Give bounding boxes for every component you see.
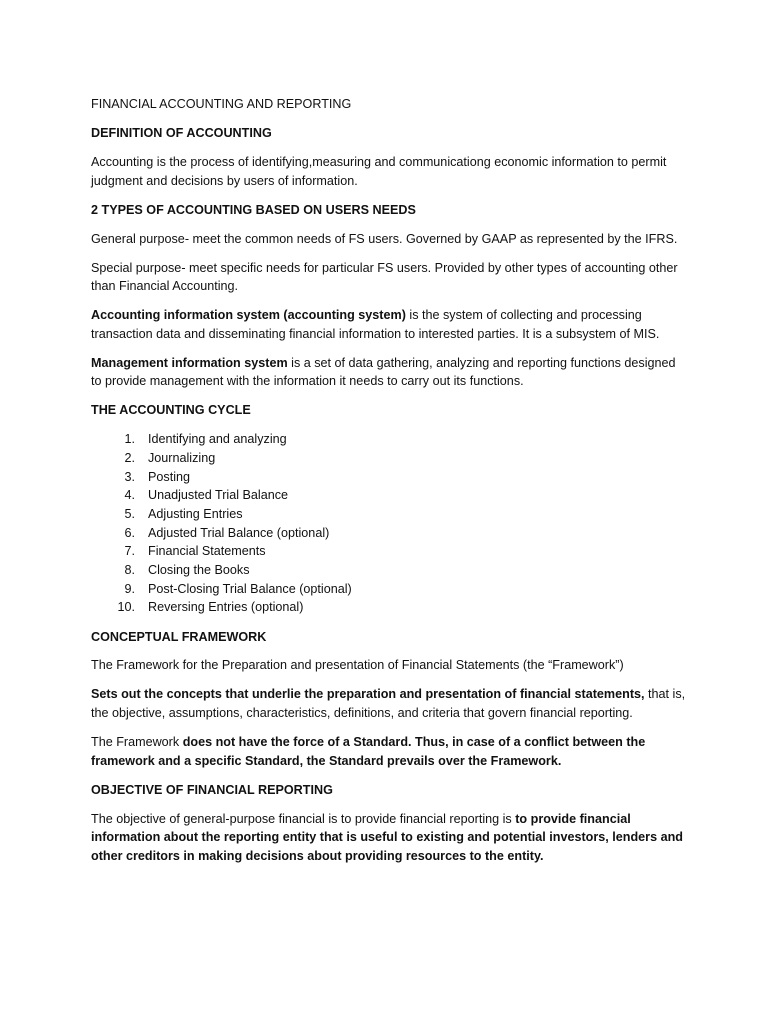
definition-text: Accounting is the process of identifying,measuring and communicationg economic information to permit judgment and decisions by users of information.: [91, 154, 667, 188]
list-item-number: 7.: [124, 544, 135, 559]
mis-paragraph: [91, 354, 688, 391]
list-item-text: Post-Closing Trial Balance (optional): [148, 581, 352, 596]
list-item: [91, 561, 688, 580]
list-item: [91, 449, 688, 468]
objective-heading: OBJECTIVE OF FINANCIAL REPORTING: [91, 782, 333, 797]
framework-force-pre: The Framework: [91, 735, 183, 750]
list-item-number: 8.: [124, 563, 135, 578]
framework-force-bold: does not have the force of a Standard. Thus, in case of a conflict between the framework and a specific Standard, the Standard prevails over the Framework.: [91, 735, 646, 768]
framework-sets-out-rest: that is, the objective, assumptions, characteristics, definitions, and criteria that govern financial reporting.: [91, 687, 686, 721]
ais-paragraph: [91, 306, 688, 343]
list-item: [91, 524, 688, 543]
objective-paragraph: [91, 810, 688, 866]
list-item: [91, 598, 688, 617]
list-item-text: Reversing Entries (optional): [148, 600, 304, 615]
list-item-text: Financial Statements: [148, 544, 266, 559]
list-item-text: Closing the Books: [148, 563, 250, 578]
framework-sets-out: [91, 685, 688, 722]
list-item-number: 9.: [124, 581, 135, 596]
special-purpose-text: Special purpose- meet specific needs for particular FS users. Provided by other types of accounting other than Financial Accounting.: [91, 260, 678, 294]
list-item-number: 5.: [124, 506, 135, 521]
list-item-text: Adjusted Trial Balance (optional): [148, 525, 330, 540]
framework-force: [91, 733, 688, 770]
list-item-number: 4.: [124, 488, 135, 503]
ais-text: is the system of collecting and processing transaction data and disseminating financial information to interested parties. It is a subsystem of MIS.: [91, 308, 660, 341]
list-item-text: Unadjusted Trial Balance: [148, 488, 289, 503]
objective-pre: The objective of general-purpose financial is to provide financial reporting is: [91, 811, 516, 826]
list-item: [91, 486, 688, 505]
list-item: [91, 580, 688, 599]
framework-heading: CONCEPTUAL FRAMEWORK: [91, 629, 267, 644]
document-title: FINANCIAL ACCOUNTING AND REPORTING: [91, 97, 352, 111]
mis-term: Management information system: [91, 355, 288, 370]
mis-text: is a set of data gathering, analyzing and reporting functions designed to provide management with the information it needs to carry out its functions.: [91, 355, 676, 389]
list-item: [91, 505, 688, 524]
list-item-number: 3.: [124, 469, 135, 484]
accounting-cycle-list: [91, 430, 688, 617]
list-item-number: 10.: [117, 600, 135, 615]
framework-intro: The Framework for the Preparation and presentation of Financial Statements (the “Framework”): [91, 658, 624, 673]
framework-sets-out-bold: Sets out the concepts that underlie the preparation and presentation of financial statements,: [91, 687, 645, 702]
list-item: [91, 468, 688, 487]
list-item-text: Adjusting Entries: [148, 506, 243, 521]
ais-term: Accounting information system (accounting system): [91, 308, 406, 323]
general-purpose-text: General purpose- meet the common needs of FS users. Governed by GAAP as represented by the IFRS.: [91, 231, 678, 246]
types-heading: 2 TYPES OF ACCOUNTING BASED ON USERS NEEDS: [91, 202, 416, 217]
objective-bold: to provide financial information about the reporting entity that is useful to existing and potential investors, lenders and other creditors in making decisions about providing resources to the entity.: [91, 811, 683, 863]
definition-heading: DEFINITION OF ACCOUNTING: [91, 125, 272, 140]
list-item-text: Journalizing: [148, 450, 216, 465]
list-item: [91, 430, 688, 449]
list-item: [91, 542, 688, 561]
list-item-number: 6.: [124, 525, 135, 540]
list-item-text: Posting: [148, 469, 191, 484]
cycle-heading: THE ACCOUNTING CYCLE: [91, 403, 251, 418]
list-item-text: Identifying and analyzing: [148, 432, 287, 447]
list-item-number: 2.: [124, 450, 135, 465]
list-item-number: 1.: [124, 432, 135, 447]
